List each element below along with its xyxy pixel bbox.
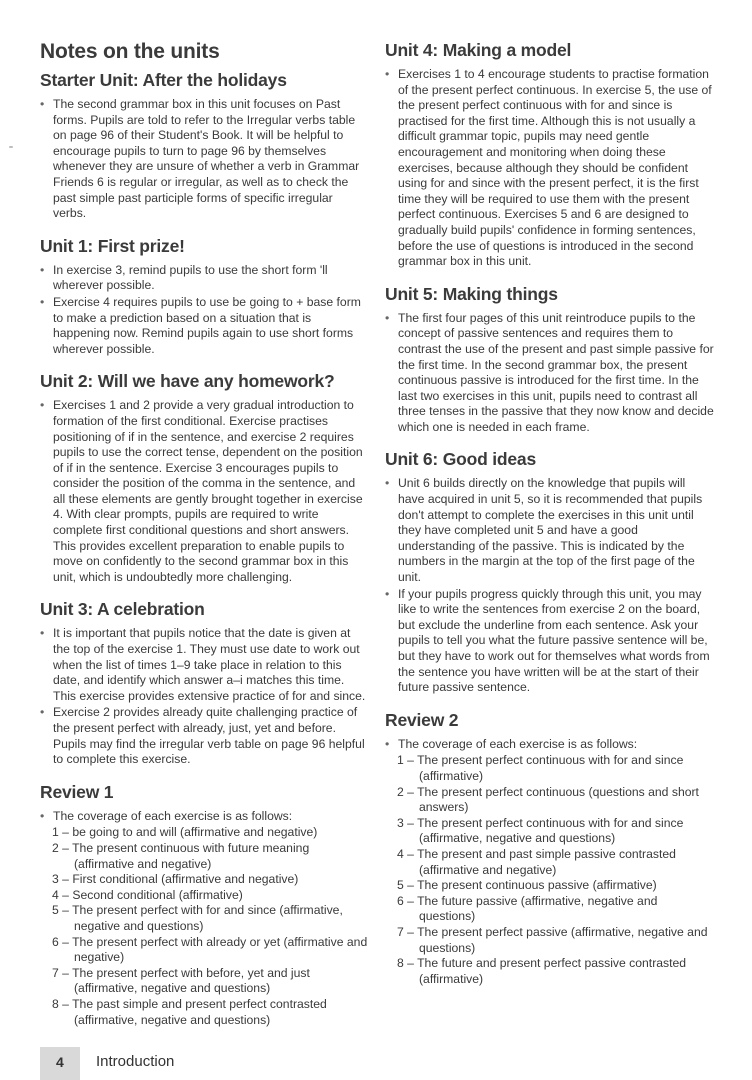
- bullet-item: • In exercise 3, remind pupils to use the short form 'll wherever possible.: [40, 263, 368, 294]
- exercise-item: 2 – The present perfect continuous (questions and short answers): [397, 784, 699, 815]
- bullet-item: • It is important that pupils notice that the date is given at the top of the exercise 1. They must use date to work out when the list of times 1–9 take place in relation to this date, and identify which answer a–i matches this time. This exercise provides extensive practice of for and since.: [40, 626, 368, 704]
- bullet-item: • Exercises 1 and 2 provide a very gradual introduction to formation of the first conditional. Exercise practises positioning of if in the sentence, and exercise 2 requires pupils to use the correct tense, dependent on the position of if in the sentence. Exercise 3 encourages pupils to consider the position of the comma in the sentence, and all these elements are gently brought together in exercise 4. With clear prompts, pupils are required to write complete first conditional questions and short answers. This provides excellent preparation to enable pupils to move on confidently to the second grammar box in this unit, which is undoubtedly more challenging.: [40, 398, 368, 585]
- section-unit-5: [385, 284, 715, 436]
- bullet-list: [385, 476, 715, 695]
- exercise-item: 7 – The present perfect passive (affirmative, negative and questions): [397, 924, 708, 955]
- section-heading: Unit 3: A celebration: [40, 599, 205, 620]
- coverage-intro: The coverage of each exercise is as follows:: [398, 736, 638, 751]
- bullet-list: [385, 67, 715, 270]
- exercise-item: 7 – The present perfect with before, yet and just (affirmative, negative and questions): [52, 965, 310, 996]
- section-unit-3: [40, 599, 368, 767]
- bullet-item: [385, 737, 715, 753]
- exercise-item: 6 – The future passive (affirmative, negative and questions): [397, 893, 658, 924]
- exercise-item: 4 – The present and past simple passive contrasted (affirmative and negative): [397, 846, 676, 877]
- bullet-list: [385, 737, 715, 753]
- page-number: 4: [56, 1054, 64, 1070]
- exercise-item: 4 – Second conditional (affirmative): [52, 887, 243, 902]
- section-heading: Unit 6: Good ideas: [385, 449, 536, 470]
- exercise-item: 1 – be going to and will (affirmative and negative): [52, 825, 318, 840]
- bullet-item: • If your pupils progress quickly through this unit, you may like to write the sentences from exercise 2 on the board, but exclude the underline from each sentence. Ask your pupils to tell you what the future passive sentence will be, but they have to work out for themselves what words from the sentence you have written will be at the start of their future passive sentence.: [385, 587, 715, 696]
- bullet-item: • Exercise 2 provides already quite challenging practice of the present perfect with already, just, yet and before. Pupils may find the irregular verb table on page 96 helpful to complete this exercise.: [40, 705, 368, 767]
- exercise-item: 5 – The present continuous passive (affirmative): [397, 878, 657, 893]
- left-column: [40, 40, 368, 1042]
- right-column: [385, 40, 715, 1001]
- exercise-item: 6 – The present perfect with already or yet (affirmative and negative): [52, 934, 368, 965]
- bullet-list: [40, 97, 368, 222]
- section-unit-1: [40, 236, 368, 358]
- bullet-list: [40, 263, 368, 358]
- bullet-item: • The first four pages of this unit reintroduce pupils to the concept of passive sentences and requires them to contrast the use of the present and past simple passive for the first time. In the second grammar box, the present continuous passive is introduced for the first time. In the last two exercises in this unit, pupils need to contrast all three tenses in the passive that they now know and decide which one is needed in each frame.: [385, 311, 715, 436]
- bullet-list: [40, 398, 368, 585]
- exercise-item: 2 – The present continuous with future meaning (affirmative and negative): [52, 840, 310, 871]
- margin-mark: [9, 146, 13, 148]
- page-title: Notes on the units: [40, 40, 220, 63]
- section-review-2: [385, 710, 715, 988]
- section-unit-4: [385, 40, 715, 270]
- bullet-item: • Exercises 1 to 4 encourage students to practise formation of the present perfect continuous. In exercise 5, the use of the present perfect continuous with for and since is practised for the first time. Although this is not usually a difficult grammar topic, pupils may need gentle encouragement and monitoring when doing these exercises, because although they should be confident using for and since with the present perfect, it is the first time they will be required to use them with the present perfect continuous. Exercises 5 and 6 are designed to gradually build pupils' confidence in forming sentences, before the use of questions is introduced in the second grammar box in this unit.: [385, 67, 715, 270]
- section-heading: Unit 4: Making a model: [385, 40, 572, 60]
- exercise-list: [385, 753, 715, 987]
- section-unit-2: [40, 371, 368, 585]
- section-heading: Starter Unit: After the holidays: [40, 70, 287, 90]
- bullet-item: • Unit 6 builds directly on the knowledge that pupils will have acquired in unit 5, so it is recommended that pupils don't attempt to complete the exercises in this unit until they have completed unit 5 and have a good understanding of the passive. This is indicated by the numbers in the margin at the top of the first page of the unit.: [385, 476, 715, 585]
- bullet-list: [385, 311, 715, 436]
- section-heading: Review 1: [40, 781, 114, 802]
- section-heading: Unit 1: First prize!: [40, 235, 185, 256]
- page-footer: [40, 1047, 440, 1080]
- bullet-item: [40, 809, 368, 825]
- bullet-item: • The second grammar box in this unit focuses on Past forms. Pupils are told to refer to the Irregular verbs table on page 96 of their Student's Book. It will be helpful to encourage pupils to turn to page 96 by themselves whenever they are unsure of whether a verb in Grammar Friends 6 is regular or irregular, as well as to check the past simple past participle forms of specific irregular verbs.: [40, 97, 368, 222]
- section-review-1: [40, 782, 368, 1028]
- exercise-item: 3 – The present perfect continuous with for and since (affirmative, negative and questions): [397, 815, 684, 846]
- exercise-item: 8 – The past simple and present perfect contrasted (affirmative, negative and questions): [52, 996, 327, 1027]
- exercise-list: [40, 825, 368, 1028]
- exercise-item: 8 – The future and present perfect passive contrasted (affirmative): [397, 956, 687, 986]
- section-heading: Unit 2: Will we have any homework?: [40, 371, 335, 392]
- section-starter-unit: [40, 70, 368, 222]
- exercise-item: 3 – First conditional (affirmative and negative): [52, 872, 299, 887]
- section-heading: Review 2: [385, 709, 459, 730]
- exercise-item: 1 – The present perfect continuous with for and since (affirmative): [397, 753, 684, 783]
- bullet-list: [40, 809, 368, 825]
- page-number-box: [40, 1047, 80, 1080]
- section-unit-6: [385, 449, 715, 695]
- bullet-item: • Exercise 4 requires pupils to use be going to + base form to make a prediction based on a situation that is happening now. Remind pupils again to use short forms wherever possible.: [40, 295, 368, 357]
- footer-label: Introduction: [96, 1053, 175, 1070]
- bullet-list: [40, 626, 368, 767]
- coverage-intro: The coverage of each exercise is as follows:: [53, 808, 293, 823]
- section-heading: Unit 5: Making things: [385, 283, 558, 304]
- exercise-item: 5 – The present perfect with for and since (affirmative, negative and questions): [52, 903, 343, 933]
